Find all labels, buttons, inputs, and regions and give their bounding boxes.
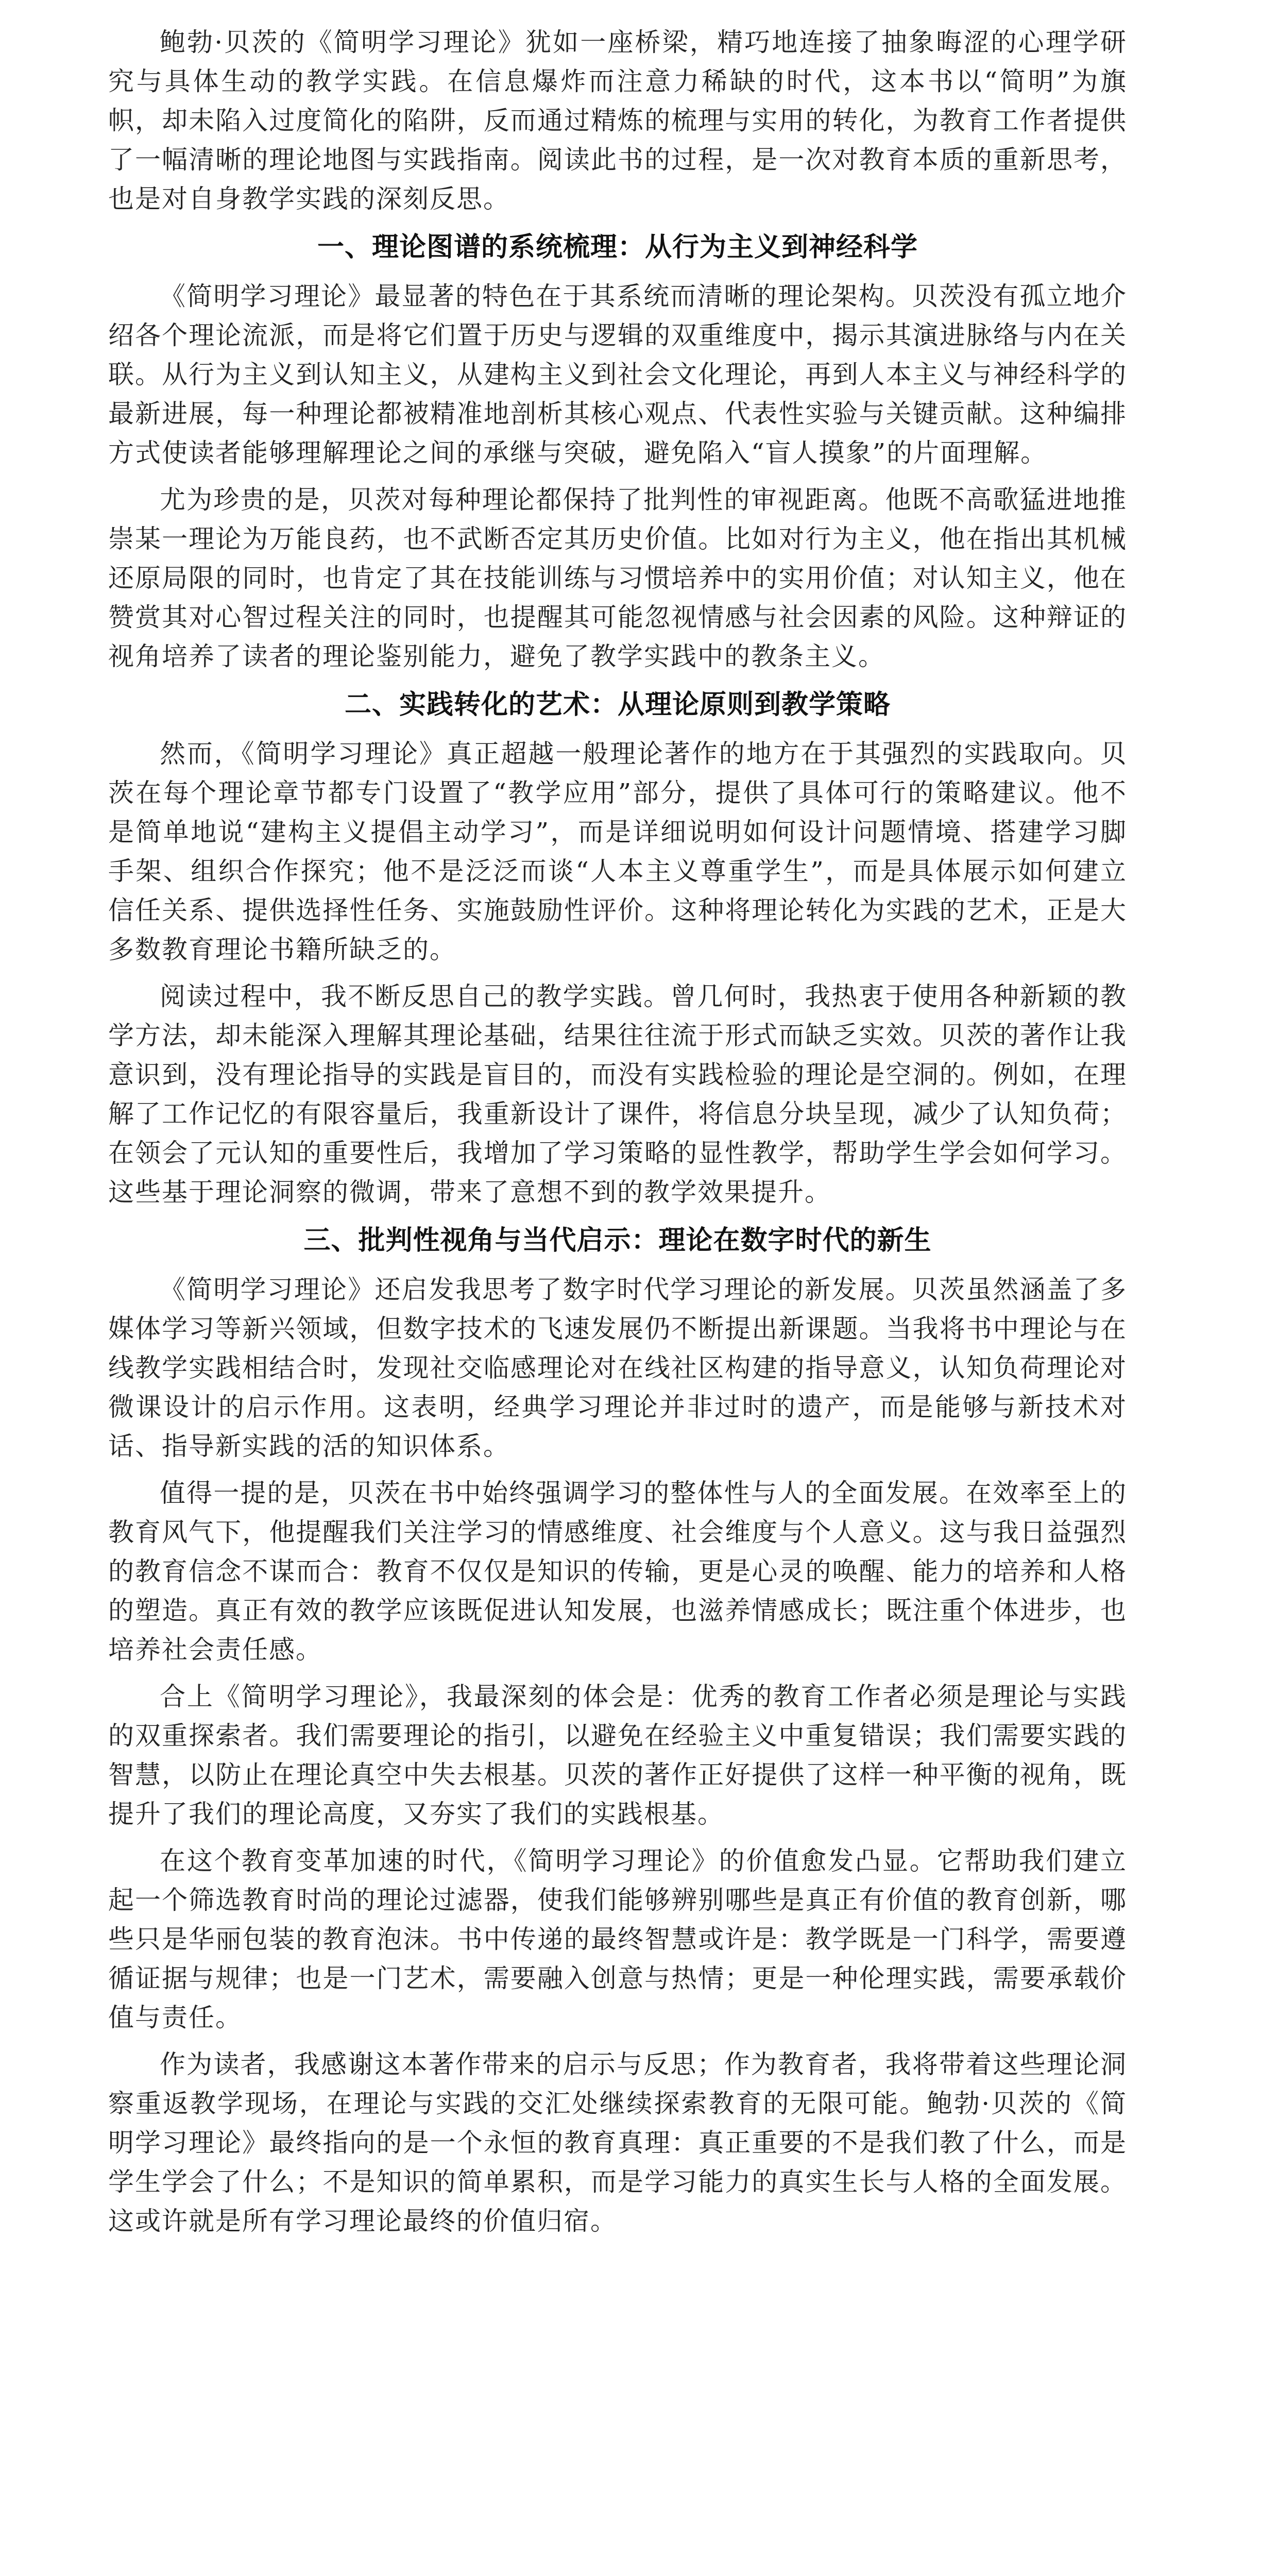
section-3-paragraph-1: 《简明学习理论》还启发我思考了数字时代学习理论的新发展。贝茨虽然涵盖了多媒体学习等新兴领域，但数字技术的飞速发展仍不断提出新课题。当我将书中理论与在线教学实践相结合时，发现社交临感理论对在线社区构建的指导意义，认知负荷理论对微课设计的启示作用。这表明，经典学习理论并非过时的遗产，而是能够与新技术对话、指导新实践的活的知识体系。 [108,1275,1127,1461]
section-3-paragraph-2: 值得一提的是，贝茨在书中始终强调学习的整体性与人的全面发展。在效率至上的教育风气下，他提醒我们关注学习的情感维度、社会维度与个人意义。这与我日益强烈的教育信念不谋而合：教育不仅仅是知识的传输，更是心灵的唤醒、能力的培养和人格的塑造。真正有效的教学应该既促进认知发展，也滋养情感成长；既注重个体进步，也培养社会责任感。 [108,1478,1127,1665]
section-3-heading: 三、批判性视角与当代启示：理论在数字时代的新生 [303,1225,932,1256]
section-2-paragraph-2: 阅读过程中，我不断反思自己的教学实践。曾几何时，我热衷于使用各种新颖的教学方法，却未能深入理解其理论基础，结果往往流于形式而缺乏实效。贝茨的著作让我意识到，没有理论指导的实践是盲目的，而没有实践检验的理论是空洞的。例如，在理解了工作记忆的有限容量后，我重新设计了课件，将信息分块呈现，减少了认知负荷；在领会了元认知的重要性后，我增加了学习策略的显性教学，帮助学生学会如何学习。这些基于理论洞察的微调，带来了意想不到的教学效果提升。 [108,981,1127,1207]
section-3-paragraph-3: 合上《简明学习理论》，我最深刻的体会是：优秀的教育工作者必须是理论与实践的双重探索者。我们需要理论的指引，以避免在经验主义中重复错误；我们需要实践的智慧，以防止在理论真空中失去根基。贝茨的著作正好提供了这样一种平衡的视角，既提升了我们的理论高度，又夯实了我们的实践根基。 [108,1682,1127,1829]
section-1-paragraph-1: 《简明学习理论》最显著的特色在于其系统而清晰的理论架构。贝茨没有孤立地介绍各个理论流派，而是将它们置于历史与逻辑的双重维度中，揭示其演进脉络与内在关联。从行为主义到认知主义，从建构主义到社会文化理论，再到人本主义与神经科学的最新进展，每一种理论都被精准地剖析其核心观点、代表性实验与关键贡献。这种编排方式使读者能够理解理论之间的承继与突破，避免陷入“盲人摸象”的片面理解。 [108,281,1127,468]
section-3-paragraph-4: 在这个教育变革加速的时代，《简明学习理论》的价值愈发凸显。它帮助我们建立起一个筛选教育时尚的理论过滤器，使我们能够辨别哪些是真正有价值的教育创新，哪些只是华丽包装的教育泡沫。书中传递的最终智慧或许是：教学既是一门科学，需要遵循证据与规律；也是一门艺术，需要融入创意与热情；更是一种伦理实践，需要承载价值与责任。 [108,1846,1127,2032]
section-3-paragraph-5: 作为读者，我感谢这本著作带来的启示与反思；作为教育者，我将带着这些理论洞察重返教学现场，在理论与实践的交汇处继续探索教育的无限可能。鲍勃·贝茨的《简明学习理论》最终指向的是一个永恒的教育真理：真正重要的不是我们教了什么，而是学生学会了什么；不是知识的简单累积，而是学习能力的真实生长与人格的全面发展。这或许就是所有学习理论最终的价值归宿。 [108,2049,1127,2236]
section-2-paragraph-1: 然而，《简明学习理论》真正超越一般理论著作的地方在于其强烈的实践取向。贝茨在每个理论章节都专门设置了“教学应用”部分，提供了具体可行的策略建议。他不是简单地说“建构主义提倡主动学习”，而是详细说明如何设计问题情境、搭建学习脚手架、组织合作探究；他不是泛泛而谈“人本主义尊重学生”，而是具体展示如何建立信任关系、提供选择性任务、实施鼓励性评价。这种将理论转化为实践的艺术，正是大多数教育理论书籍所缺乏的。 [108,739,1127,964]
section-2-heading: 二、实践转化的艺术：从理论原则到教学策略 [344,689,891,720]
section-1-paragraph-2: 尤为珍贵的是，贝茨对每种理论都保持了批判性的审视距离。他既不高歌猛进地推崇某一理论为万能良药，也不武断否定其历史价值。比如对行为主义，他在指出其机械还原局限的同时，也肯定了其在技能训练与习惯培养中的实用价值；对认知主义，他在赞赏其对心智过程关注的同时，也提醒其可能忽视情感与社会因素的风险。这种辩证的视角培养了读者的理论鉴别能力，避免了教学实践中的教条主义。 [108,485,1127,671]
intro-paragraph: 鲍勃·贝茨的《简明学习理论》犹如一座桥梁，精巧地连接了抽象晦涩的心理学研究与具体生动的教学实践。在信息爆炸而注意力稀缺的时代，这本书以“简明”为旗帜，却未陷入过度简化的陷阱，反而通过精炼的梳理与实用的转化，为教育工作者提供了一幅清晰的理论地图与实践指南。阅读此书的过程，是一次对教育本质的重新思考，也是对自身教学实践的深刻反思。 [108,27,1127,214]
section-1-heading: 一、理论图谱的系统梳理：从行为主义到神经科学 [317,232,918,263]
